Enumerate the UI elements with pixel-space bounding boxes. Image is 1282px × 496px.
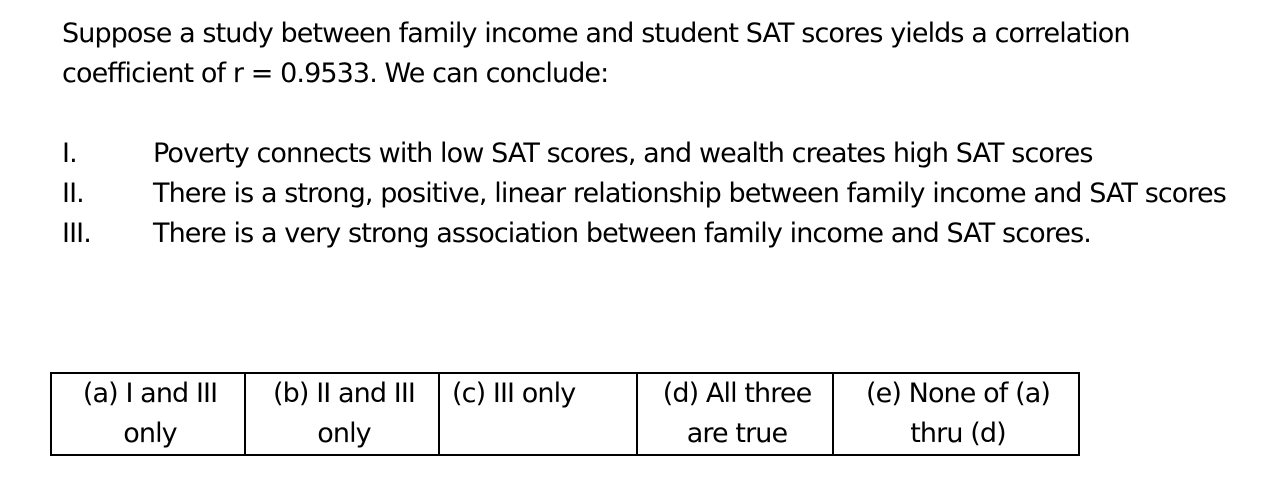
statement-numeral: I. [62, 138, 77, 169]
choice-d: (d) All three are true [637, 373, 833, 455]
choice-c: (c) III only [439, 373, 637, 455]
statement-text: There is a strong, positive, linear relationship between family income and SAT scores [153, 178, 1226, 209]
answer-choices-row [51, 373, 1079, 455]
statement-list [62, 134, 1252, 254]
choice-a: (a) I and III only [51, 373, 245, 455]
statement-item [62, 214, 1252, 254]
choice-b: (b) II and III only [245, 373, 439, 455]
question-text: Suppose a study between family income and student SAT scores yields a correlation coefficient of r = 0.9533. We can conclude: [62, 18, 1130, 89]
statement-item [62, 134, 1252, 174]
statement-numeral: II. [62, 178, 84, 209]
choice-e: (e) None of (a) thru (d) [833, 373, 1079, 455]
statement-numeral: III. [62, 218, 91, 249]
statement-text: There is a very strong association between family income and SAT scores. [153, 218, 1091, 249]
statement-item [62, 174, 1252, 214]
statement-text: Poverty connects with low SAT scores, and wealth creates high SAT scores [153, 138, 1093, 169]
answer-choices-table [50, 372, 1080, 456]
